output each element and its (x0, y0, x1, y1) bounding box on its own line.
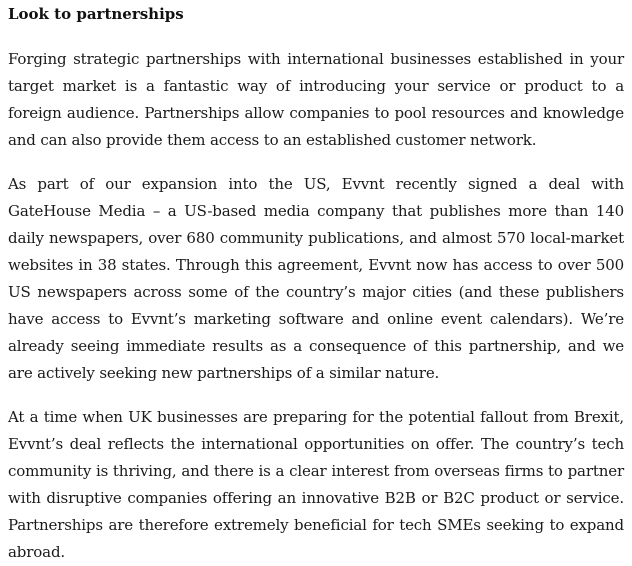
section-heading: Look to partnerships (8, 5, 184, 23)
paragraph-brexit: At a time when UK businesses are preparing for the potential fallout from Brexit, Evvnt’s deal reflects the international opportunities on offer. The country’s tech community is thriving, and there is a clear interest from overseas firms to partner with disruptive companies offering an innovative B2B or B2C product or service. Partnerships are therefore extremely beneficial for tech SMEs seeking to expand abroad. (8, 408, 624, 561)
paragraph-gatehouse-deal: As part of our expansion into the US, Evvnt recently signed a deal with GateHouse Media – a US-based media company that publishes more than 140 daily newspapers, over 680 community publications, and almost 570 local-market websites in 38 states. Through this agreement, Evvnt now has access to over 500 US newspapers across some of the country’s major cities (and these publishers have access to Evvnt’s marketing software and online event calendars). We’re already seeing immediate results as a consequence of this partnership, and we are actively seeking new partnerships of a similar nature. (8, 175, 624, 382)
paragraph-intro: Forging strategic partnerships with international businesses established in your target market is a fantastic way of introducing your service or product to a foreign audience. Partnerships allow companies to pool resources and knowledge and can also provide them access to an established customer network. (8, 50, 624, 149)
